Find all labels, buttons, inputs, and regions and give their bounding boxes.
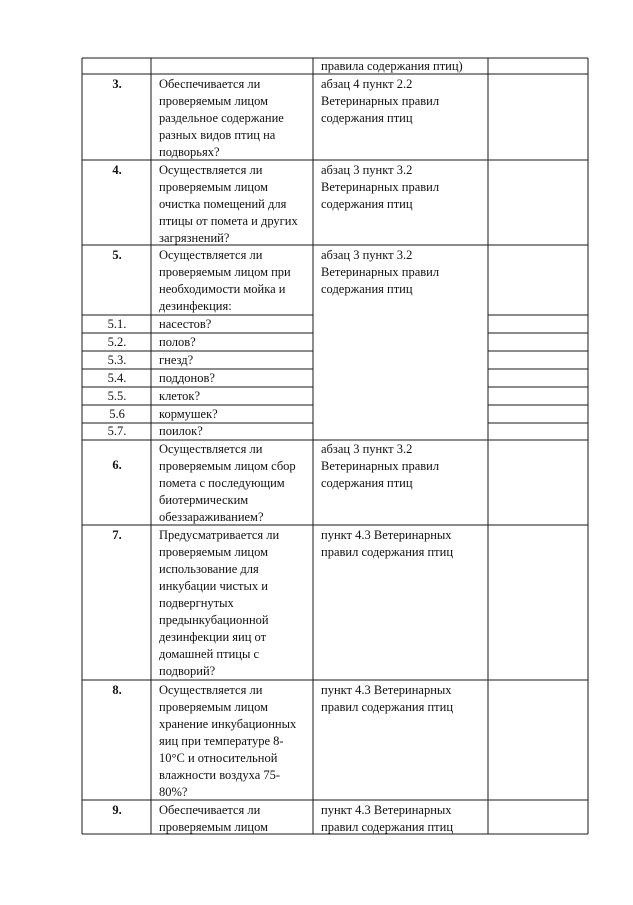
question-line: Предусматривается ли: [159, 528, 280, 542]
reference-line: содержания птиц: [321, 197, 413, 211]
question-line: Обеспечивается ли: [159, 803, 261, 817]
row-number: 5.: [112, 248, 122, 262]
question-line: подворьях?: [159, 145, 220, 159]
question-line: влажности воздуха 75-: [159, 768, 281, 782]
question-line: проверяемым лицом сбор: [159, 459, 296, 473]
question-line: очистка помещений для: [159, 197, 287, 211]
question-line: 80%?: [159, 785, 188, 799]
question-line: дезинфекции яиц от: [159, 630, 267, 644]
question-line: обеззараживанием?: [159, 510, 264, 524]
reference-line: пункт 4.3 Ветеринарных: [321, 683, 452, 697]
row-number: 9.: [112, 803, 122, 817]
subitem-number: 5.3.: [107, 353, 127, 367]
question-line: предынкубационной: [159, 613, 269, 627]
reference-line: абзац 3 пункт 3.2: [321, 248, 413, 262]
subitem-number: 5.5.: [107, 389, 127, 403]
reference-line: Ветеринарных правил: [321, 265, 440, 279]
question-line: 10°С и относительной: [159, 751, 278, 765]
question-line: дезинфекция:: [159, 299, 232, 313]
question-line: необходимости мойка и: [159, 282, 286, 296]
row-number: 3.: [112, 77, 122, 91]
question-line: проверяемым лицом: [159, 180, 268, 194]
subitem-text: поилок?: [159, 424, 203, 438]
row-number: 8.: [112, 683, 122, 697]
question-line: инкубации чистых и: [159, 579, 268, 593]
question-line: помета с последующим: [159, 476, 285, 490]
reference-line: Ветеринарных правил: [321, 94, 440, 108]
question-line: проверяемым лицом: [159, 94, 268, 108]
reference-line: абзац 4 пункт 2.2: [321, 77, 413, 91]
question-line: загрязнений?: [159, 231, 230, 245]
question-line: подвергнутых: [159, 596, 234, 610]
question-line: биотермическим: [159, 493, 249, 507]
question-line: Осуществляется ли: [159, 442, 263, 456]
reference-line: содержания птиц: [321, 111, 413, 125]
question-line: птицы от помета и других: [159, 214, 298, 228]
question-line: подворий?: [159, 664, 216, 678]
question-line: Обеспечивается ли: [159, 77, 261, 91]
reference-line: абзац 3 пункт 3.2: [321, 163, 413, 177]
subitem-text: поддонов?: [159, 371, 215, 385]
reference-line: Ветеринарных правил: [321, 459, 440, 473]
reference-line: правил содержания птиц: [321, 700, 454, 714]
row-number: 4.: [112, 163, 122, 177]
subitem-text: полов?: [159, 335, 196, 349]
reference-line: правил содержания птиц: [321, 820, 454, 834]
reference-line: содержания птиц: [321, 282, 413, 296]
reference-line: пункт 4.3 Ветеринарных: [321, 803, 452, 817]
subitem-text: клеток?: [159, 389, 201, 403]
row-number: 7.: [112, 528, 122, 542]
question-line: яиц при температуре 8-: [159, 734, 284, 748]
subitem-number: 5.4.: [107, 371, 127, 385]
question-line: проверяемым лицом при: [159, 265, 291, 279]
question-line: раздельное содержание: [159, 111, 284, 125]
question-line: использование для: [159, 562, 259, 576]
ref-continuation: правила содержания птиц): [321, 59, 463, 73]
subitem-text: насестов?: [159, 317, 212, 331]
reference-line: Ветеринарных правил: [321, 180, 440, 194]
subitem-number: 5.6: [109, 407, 125, 421]
question-line: проверяемым лицом: [159, 545, 268, 559]
row-number: 6.: [112, 458, 122, 472]
question-line: проверяемым лицом: [159, 820, 268, 834]
reference-line: содержания птиц: [321, 476, 413, 490]
question-line: Осуществляется ли: [159, 683, 263, 697]
question-line: домашней птицы с: [159, 647, 260, 661]
subitem-number: 5.1.: [107, 317, 127, 331]
subitem-text: кормушек?: [159, 407, 218, 421]
question-line: Осуществляется ли: [159, 163, 263, 177]
reference-line: абзац 3 пункт 3.2: [321, 442, 413, 456]
subitem-number: 5.2.: [107, 335, 127, 349]
question-line: проверяемым лицом: [159, 700, 268, 714]
subitem-text: гнезд?: [159, 353, 194, 367]
reference-line: правил содержания птиц: [321, 545, 454, 559]
question-line: разных видов птиц на: [159, 128, 276, 142]
subitem-number: 5.7.: [107, 424, 127, 438]
question-line: хранение инкубационных: [159, 717, 297, 731]
reference-line: пункт 4.3 Ветеринарных: [321, 528, 452, 542]
question-line: Осуществляется ли: [159, 248, 263, 262]
